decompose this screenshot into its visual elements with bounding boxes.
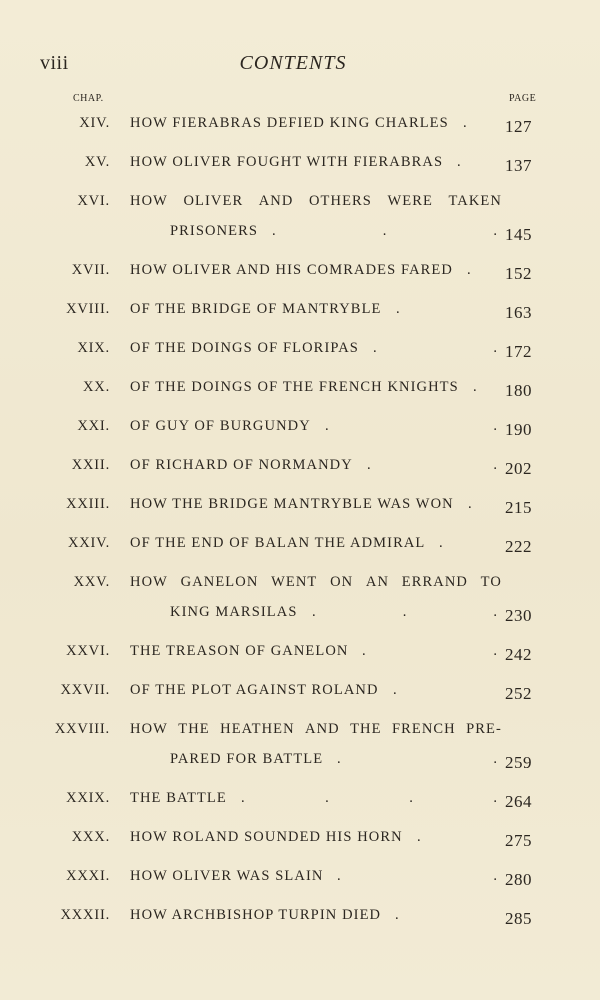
page-ref: 137 [505,156,532,175]
chapter-title-continued: KING MARSILAS [170,604,298,620]
page-ref: 163 [505,303,532,322]
chapter-title-continued: PRISONERS [170,223,259,239]
leader-dots: . . . . [241,790,497,806]
leader-dots: . [468,496,472,512]
leader-dots: . [457,154,461,170]
chapter-numeral: XVII. [71,262,110,278]
page-ref: 264 [505,792,532,811]
leader-dots: . . . [312,604,497,620]
page-ref: 215 [505,498,532,517]
chapter-numeral: XXIX. [66,790,110,806]
page-ref: 172 [505,342,532,361]
page-ref: 145 [505,225,532,244]
chapter-title: HOW OLIVER AND HIS COMRADES FARED [130,262,453,278]
page-number: viii [40,52,69,74]
leader-dots: . [473,379,477,395]
leader-dots: . [467,262,471,278]
running-title: CONTENTS [239,52,347,74]
chapter-numeral: XXI. [77,418,110,434]
chapter-numeral: XV. [84,154,110,170]
leader-dots: . . [373,340,497,356]
chapter-title: HOW OLIVER AND OTHERS WERE TAKEN [130,193,502,209]
page-ref: 275 [505,831,532,850]
chapter-numeral: XXVII. [60,682,110,698]
chapter-title: HOW THE HEATHEN AND THE FRENCH PRE- [130,721,502,737]
chapter-numeral: XIX. [77,340,110,356]
page-ref: 242 [505,645,532,664]
chapter-numeral: XVI. [77,193,110,209]
chapter-title: HOW OLIVER FOUGHT WITH FIERABRAS [130,154,444,170]
leader-dots: . [417,829,421,845]
chapter-numeral: XXXI. [66,868,110,884]
chapter-title: OF RICHARD OF NORMANDY [130,457,353,473]
page-ref: 127 [505,117,532,136]
leader-dots: . . [325,418,497,434]
chapter-numeral: XXIII. [66,496,110,512]
chapter-title: HOW OLIVER WAS SLAIN [130,868,324,884]
chapter-numeral: XXIV. [68,535,110,551]
chapter-title: OF THE END OF BALAN THE ADMIRAL [130,535,426,551]
page-ref: 180 [505,381,532,400]
leader-dots: . [396,301,400,317]
page-ref: 280 [505,870,532,889]
chapter-title: HOW ROLAND SOUNDED HIS HORN [130,829,403,845]
leader-dots: . [439,535,443,551]
chapter-title: HOW THE BRIDGE MANTRYBLE WAS WON [130,496,454,512]
chapter-title: THE TREASON OF GANELON [130,643,349,659]
leader-dots: . . [337,868,497,884]
chapter-numeral: XIV. [79,115,110,131]
page-ref: 202 [505,459,532,478]
chapter-numeral: XXV. [73,574,110,590]
chapter-numeral: XXVIII. [54,721,110,737]
chapter-title: HOW GANELON WENT ON AN ERRAND TO [130,574,502,590]
leader-dots: . . . [272,223,497,239]
leader-dots: . . [362,643,497,659]
page-ref: 285 [505,909,532,928]
leader-dots: . . [367,457,497,473]
page-ref: 252 [505,684,532,703]
chapter-title: OF THE DOINGS OF THE FRENCH KNIGHTS [130,379,459,395]
chapter-numeral: XX. [83,379,110,395]
page-column-heading: PAGE [509,93,537,104]
chapter-numeral: XXVI. [66,643,110,659]
leader-dots: . [463,115,467,131]
chapter-title: OF THE BRIDGE OF MANTRYBLE [130,301,382,317]
leader-dots: . [395,907,399,923]
chapter-title: OF THE DOINGS OF FLORIPAS [130,340,359,356]
page-ref: 222 [505,537,532,556]
page-ref: 190 [505,420,532,439]
leader-dots: . [393,682,397,698]
chapter-title: THE BATTLE [130,790,227,806]
chapter-numeral: XVIII. [66,301,110,317]
chapter-title: HOW ARCHBISHOP TURPIN DIED [130,907,382,923]
chapter-title: OF THE PLOT AGAINST ROLAND [130,682,379,698]
chapter-numeral: XXX. [71,829,110,845]
chapter-title: OF GUY OF BURGUNDY [130,418,311,434]
chapter-title-continued: PARED FOR BATTLE [170,751,324,767]
chapter-column-heading: CHAP. [73,93,104,104]
page-ref: 152 [505,264,532,283]
page-ref: 230 [505,606,532,625]
page-ref: 259 [505,753,532,772]
chapter-numeral: XXXII. [60,907,110,923]
chapter-numeral: XXII. [71,457,110,473]
chapter-title: HOW FIERABRAS DEFIED KING CHARLES [130,115,449,131]
leader-dots: . . [337,751,497,767]
